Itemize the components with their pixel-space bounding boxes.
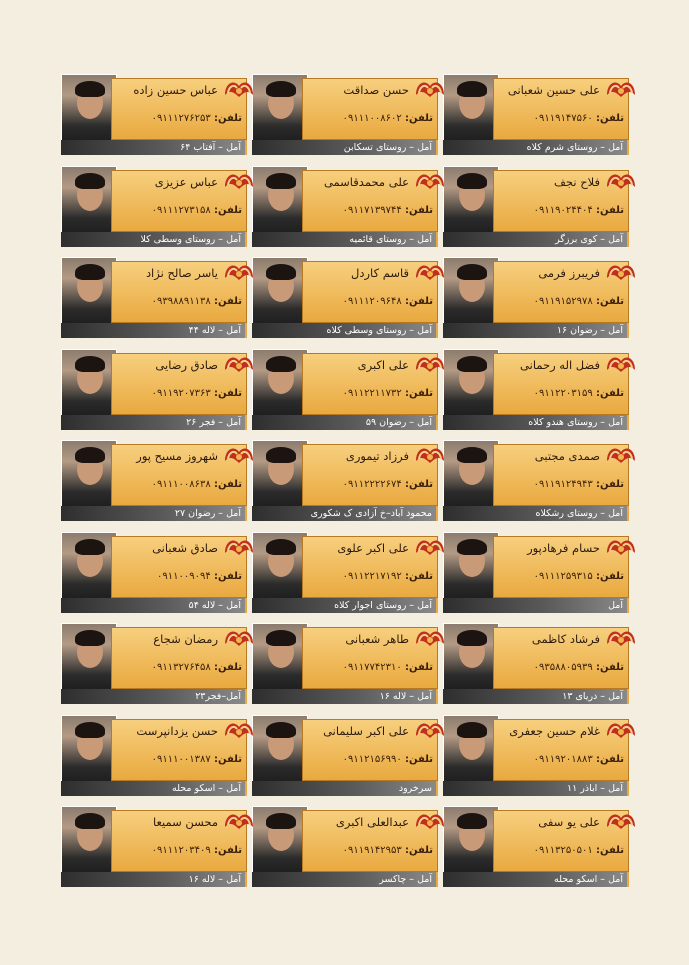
contact-address: آمل – آفتاب ۶۴ [61,140,247,155]
contact-phone [494,845,624,856]
phone-number: ۰۹۱۱۹۱۴۲۹۵۳ [342,845,402,856]
portrait-photo [252,166,308,236]
info-panel [111,170,247,232]
ornament-icon [222,258,256,284]
contact-address: آمل – اباذر ۱۱ [443,781,629,796]
contact-address: آمل–فجر۲۳ [61,689,247,704]
phone-label: تلفن: [595,570,624,582]
phone-label: تلفن: [595,113,624,124]
contact-name: علی یو سفی [538,815,600,829]
phone-number: ۰۹۱۱۳۲۵۰۵۰۱ [533,845,593,856]
portrait-photo [443,532,499,602]
contact-card [248,347,438,435]
contact-card [248,621,438,709]
ornament-icon [413,624,447,650]
info-panel [302,444,438,506]
portrait-photo [443,440,499,510]
info-panel [302,78,438,140]
phone-number: ۰۹۱۱۲۲۱۷۱۹۲ [342,570,402,582]
ornament-icon [604,350,638,376]
contact-name: صادق رضایی [155,357,218,372]
info-panel [493,170,629,232]
contact-address: آمل – روستای تسکابن [252,140,438,155]
contact-card [439,347,629,435]
phone-label: تلفن: [213,113,242,124]
contact-card [57,72,247,160]
contact-phone [112,296,242,307]
contact-address: سرخرود [252,781,438,796]
phone-label: تلفن: [213,845,242,856]
ornament-icon [413,533,447,559]
contact-name: عباس حسین زاده [133,83,218,97]
phone-number: ۰۹۱۱۱۲۷۳۱۵۸ [151,204,211,216]
info-panel [111,719,247,781]
phone-label: تلفن: [213,479,242,490]
ornament-icon [413,350,447,376]
contact-name: فریبرز فرمی [538,266,600,280]
contact-address: آمل – لاله ۵۴ [61,598,247,613]
contact-card [57,804,247,892]
info-panel [493,261,629,323]
portrait-photo [61,532,117,602]
contact-address: آمل – کوی برزگر [443,232,629,247]
phone-number: ۰۹۱۱۱۲۰۳۴۰۹ [151,845,211,856]
contact-name: علی اکبر سلیمانی [323,723,409,738]
contact-address: آمل – رضوان ۵۹ [252,415,438,430]
contact-address: آمل – اسکو محله [61,781,247,796]
contact-address: آمل – اسکو محله [443,872,629,887]
phone-label: تلفن: [213,204,242,216]
contact-phone [303,296,433,307]
contact-name: محسن سمیعا [152,815,218,829]
contact-phone [303,845,433,856]
contact-card [57,164,247,252]
phone-label: تلفن: [404,113,433,124]
portrait-photo [443,806,499,876]
contact-address: آمل – روستای اجوار کلاه [252,598,438,613]
contact-name: غلام حسین جعفری [509,723,600,738]
contact-name: علی اکبری [357,357,409,372]
phone-number: ۰۹۳۵۸۸۰۵۹۳۹ [533,662,593,673]
portrait-photo [252,806,308,876]
portrait-photo [61,715,117,785]
contact-card [439,72,629,160]
info-panel [302,261,438,323]
ornament-icon [604,167,638,193]
contact-grid [57,72,629,892]
portrait-photo [252,74,308,144]
info-panel [111,810,247,872]
contact-name: فرشاد کاظمی [531,632,600,646]
info-panel [302,353,438,415]
contact-phone [112,571,242,582]
ornament-icon [222,807,256,833]
phone-number: ۰۹۱۱۹۰۲۴۴۰۴ [533,204,593,216]
phone-label: تلفن: [404,204,433,216]
contact-card [439,438,629,526]
info-panel [111,261,247,323]
contact-name: عباس عزیزی [154,174,218,189]
info-panel [111,78,247,140]
phone-label: تلفن: [404,845,433,856]
info-panel [111,627,247,689]
ornament-icon [604,807,638,833]
phone-number: ۰۹۱۱۲۱۵۶۹۹۰ [342,753,402,765]
contact-name: رمضان شجاع [153,632,218,646]
contact-address: آمل – روستای شرم کلاه [443,140,629,155]
contact-phone [112,754,242,765]
phone-number: ۰۹۱۱۳۲۷۶۴۵۸ [151,662,211,673]
portrait-photo [252,257,308,327]
phone-number: ۰۹۱۱۱۲۵۹۳۱۵ [533,570,593,582]
contact-name: فلاح نجف [554,174,600,189]
ornament-icon [222,716,256,742]
portrait-photo [443,623,499,693]
portrait-photo [443,166,499,236]
info-panel [493,78,629,140]
phone-label: تلفن: [404,570,433,582]
info-panel [302,719,438,781]
portrait-photo [443,715,499,785]
contact-address: آمل – فجر ۲۶ [61,415,247,430]
portrait-photo [61,623,117,693]
phone-number: ۰۹۱۱۱۲۰۹۶۴۸ [342,296,402,307]
portrait-photo [252,532,308,602]
ornament-icon [604,624,638,650]
contact-phone [303,205,433,216]
phone-number: ۰۹۱۱۱۲۷۶۲۵۳ [151,113,211,124]
contact-card [57,438,247,526]
phone-number: ۰۹۳۹۸۸۹۱۱۳۸ [151,296,211,307]
contact-address: آمل – چاکسر [252,872,438,887]
portrait-photo [61,806,117,876]
phone-number: ۰۹۱۱۲۲۰۳۱۵۹ [533,387,593,399]
contact-name: علی اکبر علوی [337,540,409,555]
phone-number: ۰۹۱۱۹۲۰۱۸۸۳ [533,753,593,765]
phone-label: تلفن: [404,296,433,307]
phone-number: ۰۹۱۱۹۲۰۷۳۶۳ [151,387,211,399]
contact-address: آمل – روستای وسطی کلا [61,232,247,247]
contact-card [248,713,438,801]
phone-number: ۰۹۱۱۲۲۲۲۶۷۴ [342,479,402,490]
portrait-photo [61,166,117,236]
contact-address: آمل – لاله ۱۶ [61,872,247,887]
contact-phone [112,479,242,490]
contact-card [57,347,247,435]
info-panel [302,536,438,598]
contact-phone [303,113,433,124]
contact-card [439,255,629,343]
info-panel [111,444,247,506]
phone-label: تلفن: [595,387,624,399]
contact-address: آمل – رضوان ۱۶ [443,323,629,338]
contact-card [248,438,438,526]
contact-address: آمل – لاله ۱۶ [252,689,438,704]
portrait-photo [252,349,308,419]
ornament-icon [222,533,256,559]
contact-phone [494,388,624,399]
contact-phone [303,388,433,399]
ornament-icon [604,533,638,559]
contact-phone [494,113,624,124]
contact-phone [112,662,242,673]
info-panel [302,170,438,232]
contact-name: فرزاد تیموری [345,449,409,463]
contact-address: آمل – لاله ۴۴ [61,323,247,338]
phone-number: ۰۹۱۱۲۲۱۱۷۳۲ [342,387,402,399]
phone-number: ۰۹۱۱۹۱۲۴۹۴۳ [533,479,593,490]
contact-phone [303,754,433,765]
info-panel [493,444,629,506]
contact-card [248,530,438,618]
phone-label: تلفن: [404,662,433,673]
ornament-icon [604,75,638,101]
ornament-icon [604,441,638,467]
portrait-photo [61,349,117,419]
contact-card [57,621,247,709]
phone-number: ۰۹۱۱۱۰۰۱۳۸۷ [151,753,211,765]
phone-label: تلفن: [213,387,242,399]
ornament-icon [413,441,447,467]
ornament-icon [222,624,256,650]
contact-name: عبدالعلی اکبری [335,815,409,829]
ornament-icon [222,167,256,193]
contact-address: آمل – رضوان ۲۷ [61,506,247,521]
phone-number: ۰۹۱۱۷۱۳۹۷۴۴ [342,204,402,216]
ornament-icon [413,75,447,101]
contact-name: شهروز مسیح پور [136,449,218,463]
phone-number: ۰۹۱۱۱۰۰۸۶۰۲ [342,113,402,124]
contact-address: آمل [443,598,629,613]
contact-name: حسن صداقت [343,83,409,97]
portrait-photo [252,623,308,693]
contact-address: آمل – روستای قائمیه [252,232,438,247]
contact-phone [494,754,624,765]
phone-label: تلفن: [213,662,242,673]
info-panel [302,627,438,689]
phone-label: تلفن: [213,753,242,765]
info-panel [493,353,629,415]
contact-card [439,164,629,252]
phone-number: ۰۹۱۱۱۰۰۸۶۳۸ [151,479,211,490]
portrait-photo [61,440,117,510]
contact-name: صادق شعبانی [152,540,218,555]
contact-name: طاهر شعبانی [345,632,409,646]
contact-card [248,255,438,343]
portrait-photo [443,74,499,144]
contact-name: حسام فرهادپور [527,540,600,555]
contact-phone [112,845,242,856]
contact-card [57,713,247,801]
info-panel [493,719,629,781]
contact-name: فضل اله رحمانی [520,357,600,372]
contact-name: قاسم کاردل [351,266,409,280]
phone-label: تلفن: [404,387,433,399]
info-panel [302,810,438,872]
phone-number: ۰۹۱۱۰۰۹۰۹۴ [157,570,211,582]
contact-phone [112,113,242,124]
contact-name: حسن یزدانپرست [136,723,218,738]
contact-address: آمل – روستای وسطی کلاه [252,323,438,338]
portrait-photo [61,257,117,327]
phone-label: تلفن: [595,479,624,490]
phone-label: تلفن: [595,753,624,765]
info-panel [111,536,247,598]
contact-address: آمل – روستای هندو کلاه [443,415,629,430]
phone-label: تلفن: [213,570,242,582]
info-panel [493,536,629,598]
contact-card [439,804,629,892]
info-panel [111,353,247,415]
portrait-photo [252,715,308,785]
contact-card [57,530,247,618]
phone-number: ۰۹۱۱۹۱۴۷۵۶۰ [533,113,593,124]
ornament-icon [413,167,447,193]
contact-phone [303,662,433,673]
contact-phone [303,571,433,582]
contact-name: علی محمدقاسمی [323,174,409,189]
contact-phone [303,479,433,490]
contact-phone [112,388,242,399]
ornament-icon [413,807,447,833]
phone-number: ۰۹۱۱۷۷۴۲۳۱۰ [342,662,402,673]
info-panel [493,627,629,689]
contact-phone [494,662,624,673]
contact-phone [494,479,624,490]
info-panel [493,810,629,872]
ornament-icon [413,716,447,742]
phone-label: تلفن: [213,296,242,307]
contact-card [248,804,438,892]
phone-label: تلفن: [404,753,433,765]
contact-name: صمدی مجتبی [534,449,600,463]
phone-label: تلفن: [595,296,624,307]
portrait-photo [443,349,499,419]
phone-label: تلفن: [595,845,624,856]
ornament-icon [604,716,638,742]
portrait-photo [61,74,117,144]
phone-number: ۰۹۱۱۹۱۵۲۹۷۸ [533,296,593,307]
contact-card [439,621,629,709]
contact-address: آمل – دریای ۱۳ [443,689,629,704]
contact-card [248,164,438,252]
ornament-icon [222,441,256,467]
portrait-photo [252,440,308,510]
contact-phone [494,571,624,582]
contact-card [248,72,438,160]
contact-phone [494,205,624,216]
ornament-icon [222,75,256,101]
phone-label: تلفن: [595,662,624,673]
contact-name: علی حسین شعبانی [507,83,600,97]
ornament-icon [604,258,638,284]
ornament-icon [413,258,447,284]
contact-card [439,530,629,618]
contact-phone [112,205,242,216]
contact-name: یاسر صالح نژاد [145,266,218,280]
ornament-icon [222,350,256,376]
contact-card [439,713,629,801]
portrait-photo [443,257,499,327]
phone-label: تلفن: [595,204,624,216]
contact-phone [494,296,624,307]
phone-label: تلفن: [404,479,433,490]
contact-address: آمل – روستای رشکلاه [443,506,629,521]
contact-card [57,255,247,343]
contact-address: محمود آباد–خ آزادی ک شکوری [252,506,438,521]
